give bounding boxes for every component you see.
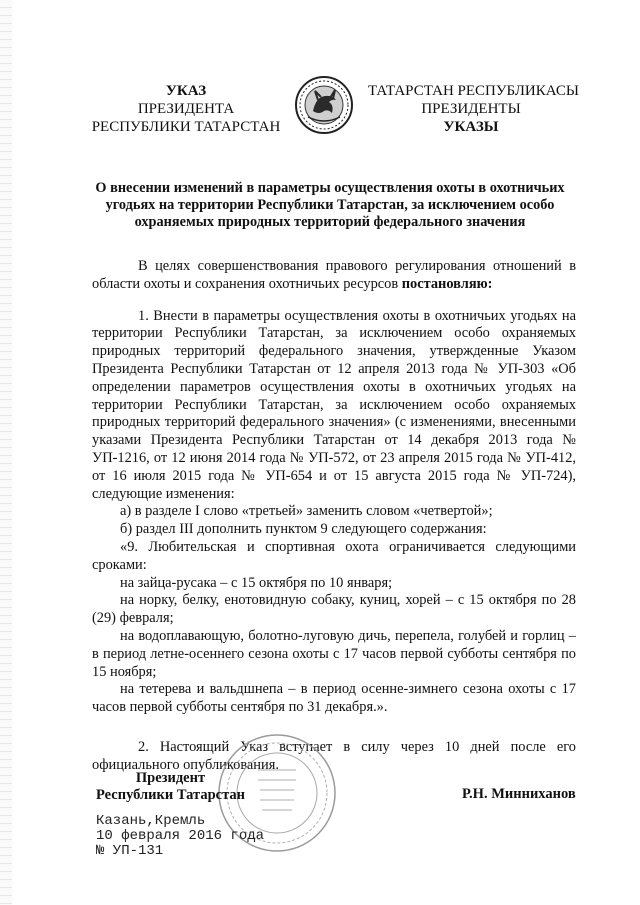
period-paragraph: на тетерева и вальдшнепа – в период осенне-зимнего сезона охоты с 17 часов первой субботы сентября по 31 декабря.».: [92, 681, 576, 716]
signature-title-line: Республики Татарстан: [96, 787, 245, 803]
stamp-line: 10 февраля 2016 года: [96, 828, 265, 844]
header-right-line: УКАЗЫ: [443, 119, 499, 135]
period-paragraph: на норку, белку, енотовидную собаку, куниц, хорей – с 15 октября по 28 (29) февраля;: [92, 592, 576, 627]
signature-title-line: Президент: [135, 770, 206, 786]
signatory-name: Р.Н. Минниханов: [462, 786, 576, 802]
period-paragraph: на зайца-русака – с 15 октября по 10 января;: [120, 574, 393, 591]
preamble-bold: постановляю:: [401, 275, 493, 292]
coat-of-arms-emblem: [294, 75, 354, 135]
scan-edge: [0, 0, 12, 905]
header-right-line: ПРЕЗИДЕНТЫ: [421, 101, 521, 117]
header-left-line: РЕСПУБЛИКИ ТАТАРСТАН: [91, 119, 281, 135]
registration-stamp: [96, 814, 264, 859]
header-left-line: УКАЗ: [165, 83, 207, 99]
preamble-paragraph: [92, 258, 576, 294]
item-2-paragraph: 2. Настоящий Указ вступает в силу через 10 дней после его официального опубликования.: [92, 738, 576, 773]
item-1-paragraph: 1. Внести в параметры осуществления охоты в охотничьих угодьях на территории Республики Татарстан, за исключением особо охраняемых природных территорий федерального значения, утвержденные Указом Президента Республики Татарстан от 12 апреля 2013 года № УП-303 «Об определении параметров осуществления охоты в охотничьих угодьях на территории Республики Татарстан, за исключением особо охраняемых природных территорий федерального значения» (с изменениями, внесенными указами Президента Республики Татарстан от 14 декабря 2013 года № УП-1216, от 12 июня 2014 года № УП-572, от 23 апреля 2015 года № УП-412, от 16 июля 2015 года № УП-654 и от 15 августа 2015 года № УП-724), следующие изменения:: [92, 307, 576, 502]
decree-title: [82, 180, 578, 231]
header-russian: [88, 82, 284, 136]
signature-position: [96, 770, 245, 804]
title-line: угодьях на территории Республики Татарстан, за исключением особо: [105, 197, 555, 213]
stamp-line: Казань,Кремль: [96, 813, 206, 829]
header-left-line: ПРЕЗИДЕНТА: [137, 101, 235, 117]
stamp-line: № УП-131: [96, 843, 164, 859]
item-1a-paragraph: а) в разделе I слово «третьей» заменить словом «четвертой»;: [120, 503, 493, 520]
title-line: О внесении изменений в параметры осуществления охоты в охотничьих: [95, 180, 565, 196]
item-1b-paragraph: б) раздел III дополнить пунктом 9 следующего содержания:: [120, 521, 487, 538]
item-9-paragraph: «9. Любительская и спортивная охота ограничивается следующими сроками:: [92, 538, 576, 573]
title-line: охраняемых природных территорий федерального значения: [134, 214, 526, 230]
header-tatar: [368, 82, 579, 136]
decree-body: [92, 258, 576, 775]
header-right-line: ТАТАРСТАН РЕСПУБЛИКАСЫ: [368, 83, 579, 99]
period-paragraph: на водоплавающую, болотно-луговую дичь, перепела, голубей и горлиц – в период летне-осеннего сезона охоты с 17 часов первой субботы сентября по 15 ноября;: [92, 627, 576, 680]
preamble-text: В целях совершенствования правового регулирования отношений в области охоты и сохранения охотничьих ресурсов: [92, 258, 576, 292]
